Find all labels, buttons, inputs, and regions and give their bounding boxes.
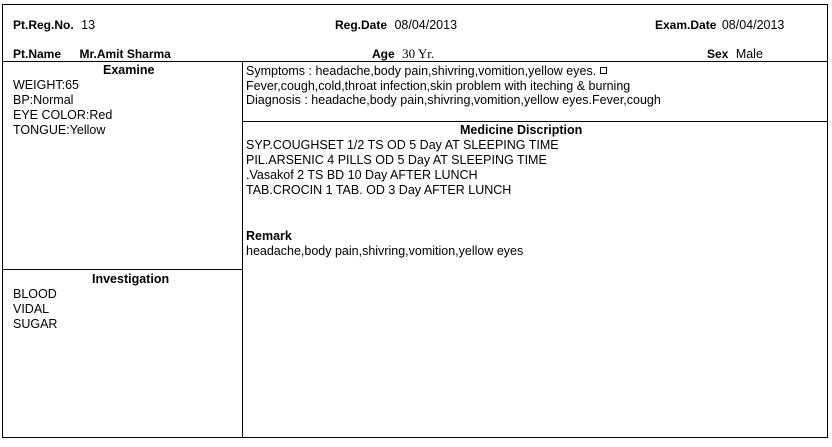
patient-name-label: Pt.Name	[13, 47, 62, 61]
reg-date-label: Reg.Date	[335, 18, 388, 32]
exam-date-label: Exam.Date	[655, 18, 717, 32]
exam-date-field	[655, 17, 784, 33]
reg-no-field	[13, 17, 95, 33]
checkbox-glyph-icon	[600, 67, 607, 74]
reg-no-label: Pt.Reg.No.	[13, 18, 74, 32]
remark-text: headache,body pain,shivring,vomition,yellow eyes	[246, 244, 524, 258]
symptoms-line	[246, 65, 607, 78]
reg-date-value: 08/04/2013	[394, 18, 458, 32]
left-column-divider	[242, 61, 243, 438]
sex-value: Male	[735, 47, 763, 61]
diagnosis-line: Diagnosis : headache,body pain,shivring,vomition,yellow eyes.Fever,cough	[246, 93, 661, 107]
medicine-line: PIL.ARSENIC 4 PILLS OD 5 Day AT SLEEPING TIME	[246, 153, 547, 167]
examine-title: Examine	[103, 63, 155, 77]
medicine-line: SYP.COUGHSET 1/2 TS OD 5 Day AT SLEEPING TIME	[246, 138, 559, 152]
examine-item-weight: WEIGHT:65	[13, 78, 79, 92]
examine-item-eye-color: EYE COLOR:Red	[13, 108, 113, 122]
symptoms-line-2: Fever,cough,cold,throat infection,skin problem with iteching & burning	[246, 79, 631, 93]
investigation-item-blood: BLOOD	[13, 287, 57, 301]
examine-item-bp: BP:Normal	[13, 93, 74, 107]
reg-date-field	[335, 17, 457, 33]
age-label: Age	[372, 47, 395, 61]
patient-name-field	[13, 46, 171, 62]
age-value: 30 Yr.	[402, 46, 435, 61]
examine-divider	[2, 269, 242, 270]
investigation-item-vidal: VIDAL	[13, 302, 50, 316]
medicine-line: TAB.CROCIN 1 TAB. OD 3 Day AFTER LUNCH	[246, 183, 512, 197]
medicine-line: .Vasakof 2 TS BD 10 Day AFTER LUNCH	[246, 168, 478, 182]
sex-field	[707, 46, 763, 62]
medicine-title: Medicine Discription	[460, 123, 583, 137]
exam-date-value: 08/04/2013	[721, 18, 785, 32]
investigation-title: Investigation	[92, 272, 170, 286]
remark-title: Remark	[246, 229, 292, 243]
examine-item-tongue: TONGUE:Yellow	[13, 123, 106, 137]
symptoms-text: Symptoms : headache,body pain,shivring,vomition,yellow eyes.	[246, 64, 597, 78]
patient-name-value: Mr.Amit Sharma	[79, 47, 171, 61]
age-field	[372, 46, 434, 62]
sex-label: Sex	[707, 47, 729, 61]
investigation-item-sugar: SUGAR	[13, 317, 58, 331]
symptoms-divider	[242, 121, 828, 122]
reg-no-value: 13	[81, 18, 96, 32]
